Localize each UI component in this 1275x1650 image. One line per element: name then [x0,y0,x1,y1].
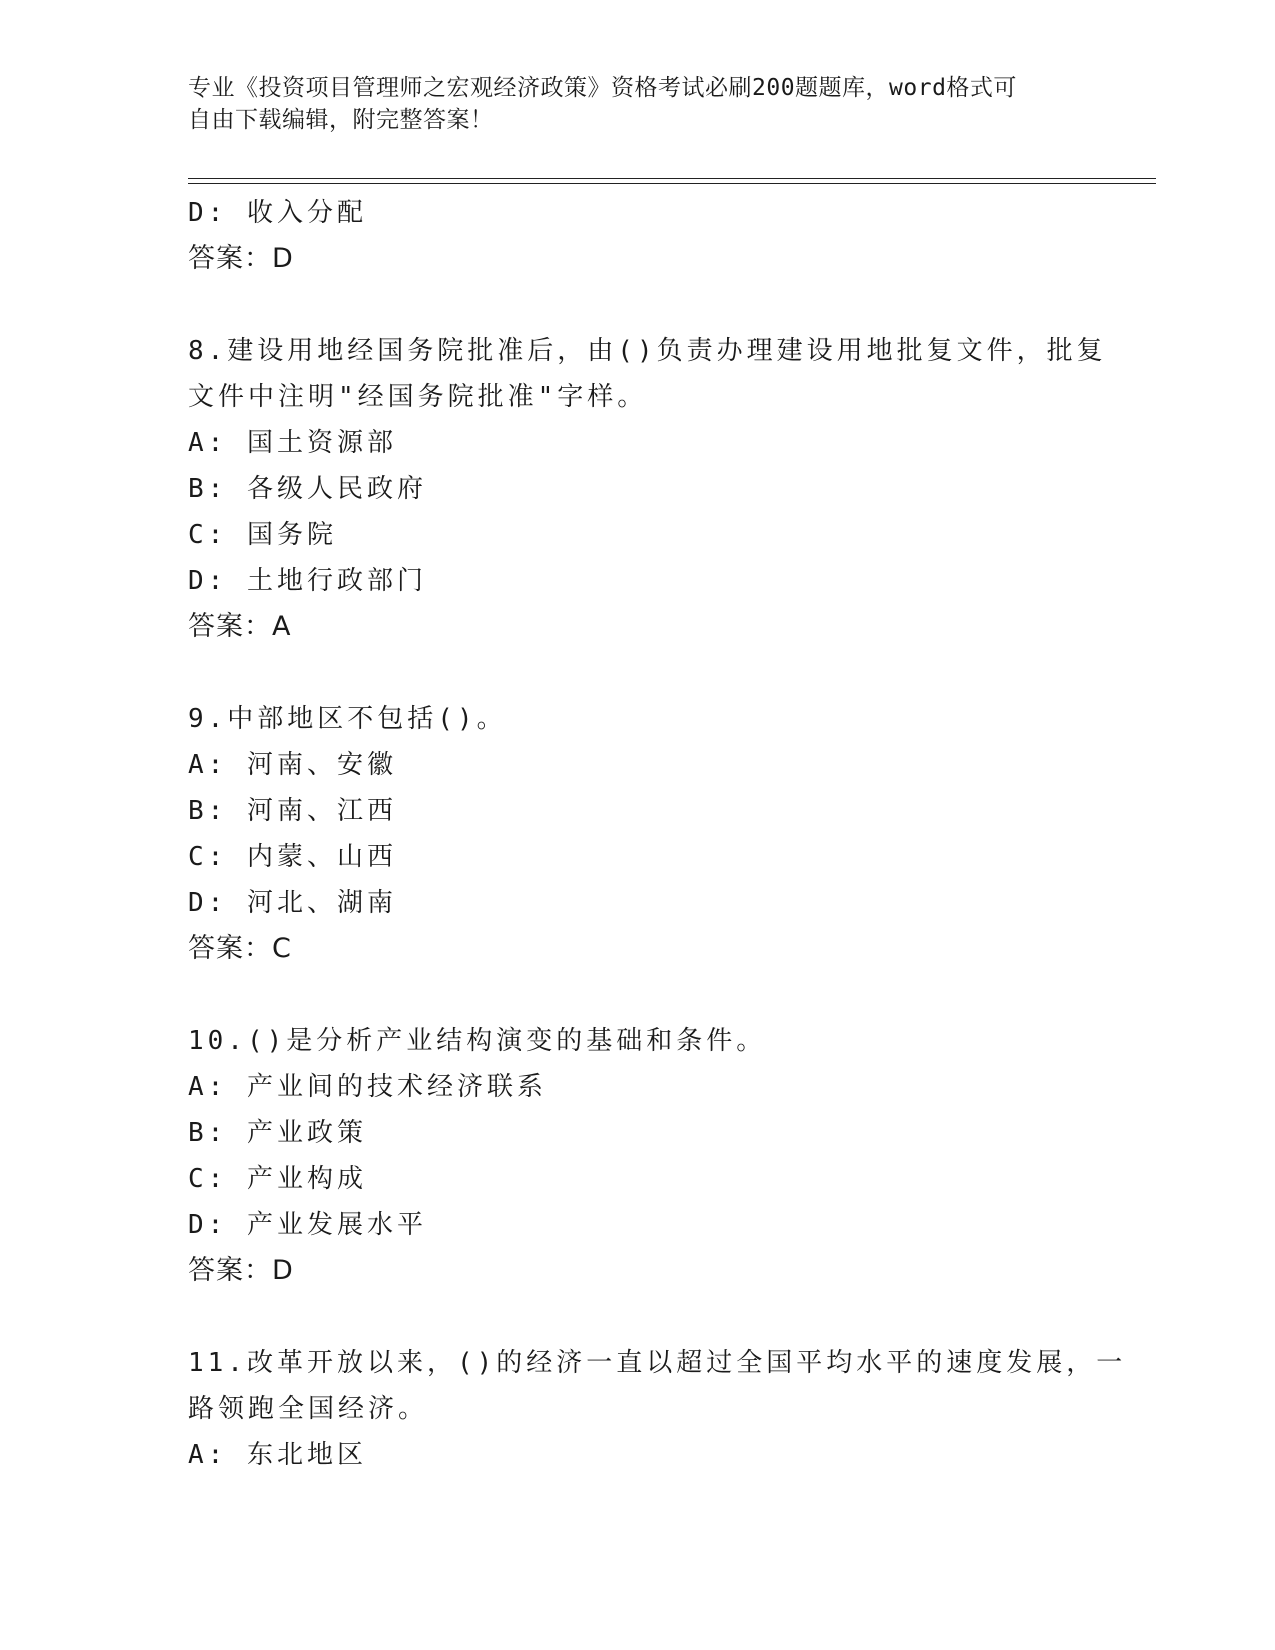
question-stem-continued: 文件中注明"经国务院批准"字样。 [188,382,648,412]
option-c: C: 国务院 [188,520,337,550]
option-a: A: 东北地区 [188,1440,367,1470]
previous-question-tail [188,190,1088,282]
option-b: B: 各级人民政府 [188,474,427,504]
answer-line: 答案：C [188,933,292,964]
spacer [188,650,1088,696]
option-d: D: 产业发展水平 [188,1210,427,1240]
question-9 [188,696,1088,972]
header-line-2: 自由下载编辑，附完整答案！ [188,107,494,133]
option-d: D: 河北、湖南 [188,888,397,918]
spacer [188,1294,1088,1340]
header-divider-bottom [188,183,1156,184]
answer-line: 答案：A [188,611,292,642]
option-a: A: 河南、安徽 [188,750,397,780]
answer-line: 答案：D [188,1255,294,1286]
question-stem: 11.改革开放以来，()的经济一直以超过全国平均水平的速度发展，一 [188,1348,1127,1378]
page-header [188,72,1088,136]
option-b: B: 产业政策 [188,1118,367,1148]
option-a: A: 国土资源部 [188,428,397,458]
question-stem: 8.建设用地经国务院批准后，由()负责办理建设用地批复文件，批复 [188,336,1107,366]
answer-line: 答案：D [188,243,294,274]
question-stem: 10.()是分析产业结构演变的基础和条件。 [188,1026,767,1056]
question-stem-continued: 路领跑全国经济。 [188,1394,429,1424]
option-c: C: 内蒙、山西 [188,842,397,872]
question-8 [188,328,1107,650]
spacer [188,972,1088,1018]
option-d: D: 收入分配 [188,198,367,228]
header-divider-top [188,178,1156,179]
option-b: B: 河南、江西 [188,796,397,826]
header-line-1: 专业《投资项目管理师之宏观经济政策》资格考试必刷200题题库，word格式可 [188,75,1017,101]
question-11 [188,1340,1127,1478]
option-a: A: 产业间的技术经济联系 [188,1072,547,1102]
option-d: D: 土地行政部门 [188,566,427,596]
option-c: C: 产业构成 [188,1164,367,1194]
question-stem: 9.中部地区不包括()。 [188,704,507,734]
question-content [188,190,1127,1478]
spacer [188,282,1088,328]
question-10 [188,1018,1088,1294]
